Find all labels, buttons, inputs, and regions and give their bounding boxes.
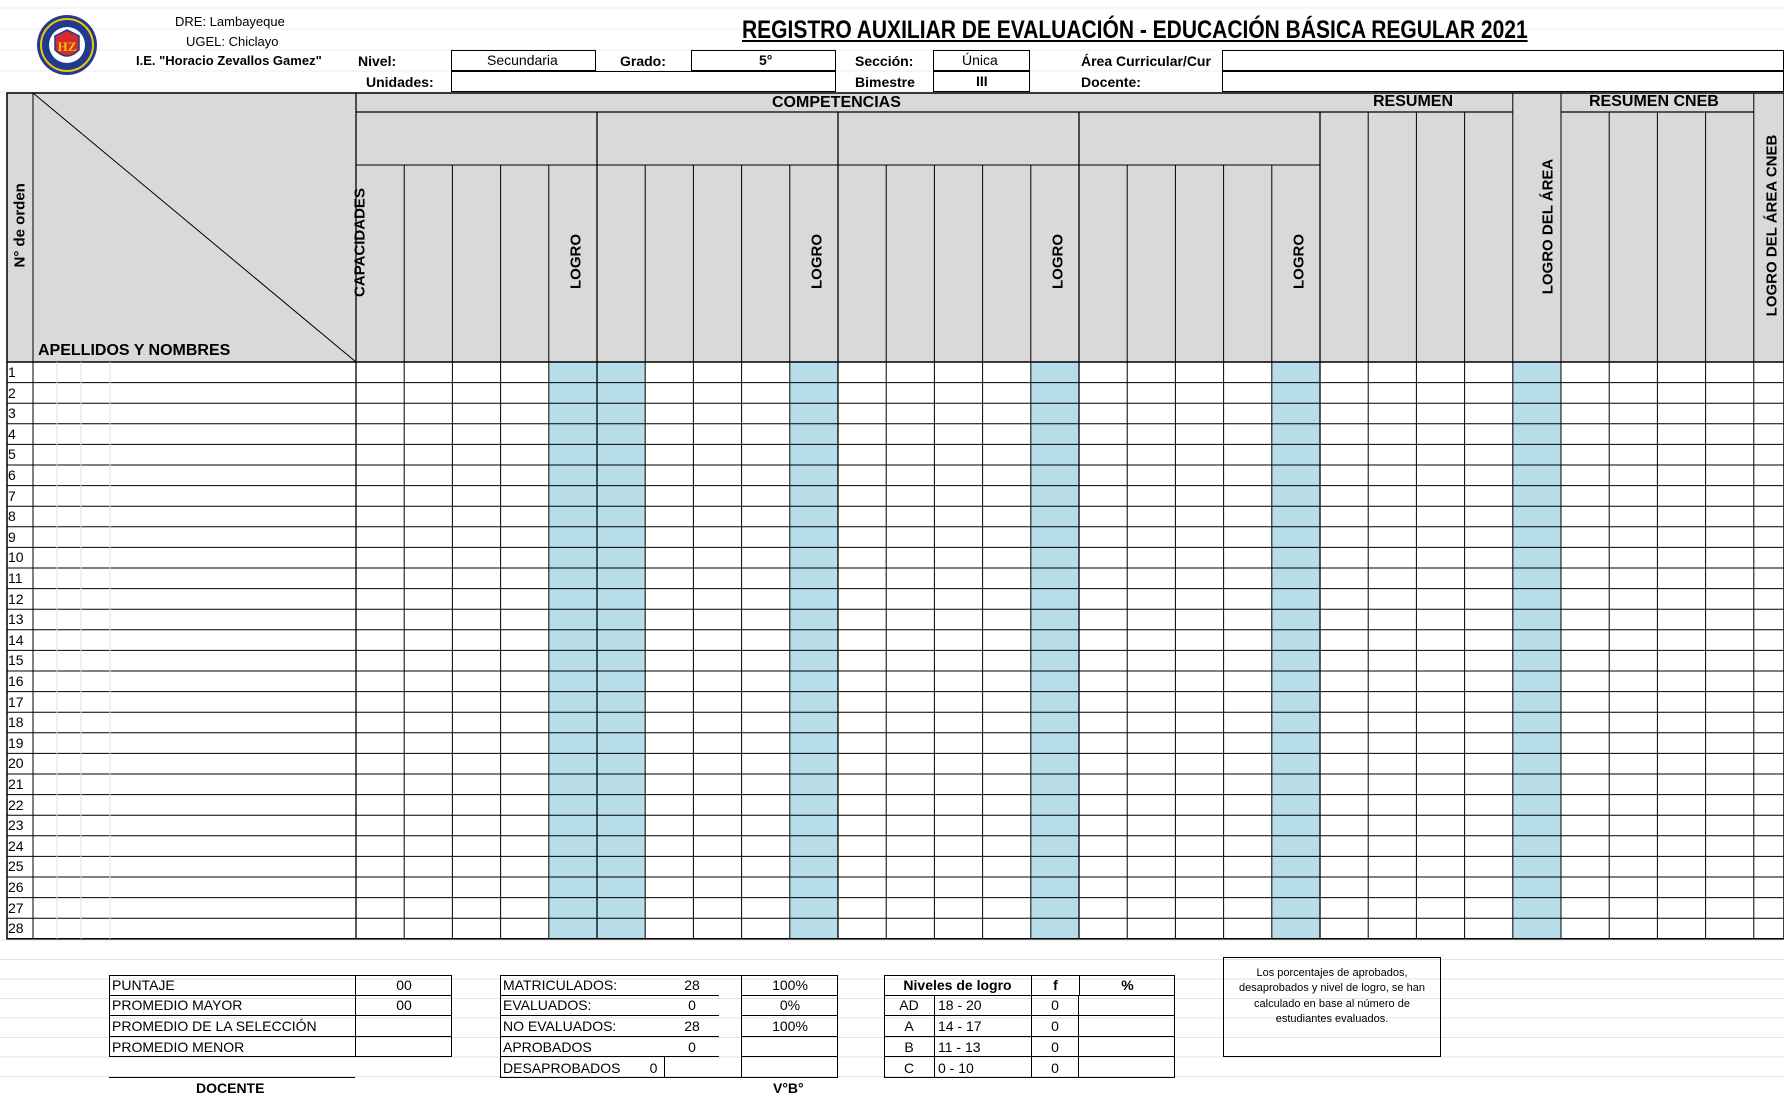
matricula-label: NO EVALUADOS: (500, 1016, 665, 1037)
row-number: 21 (8, 776, 24, 792)
resumen-cneb-header: RESUMEN CNEB (1589, 93, 1719, 110)
puntaje-label: PUNTAJE (109, 975, 356, 996)
row-number: 12 (8, 590, 24, 607)
nivel-pct (1079, 1037, 1175, 1058)
bimestre-value: III (976, 73, 988, 89)
logro-header-1: LOGRO (567, 234, 585, 289)
nivel-range: 14 - 17 (935, 1016, 1031, 1037)
nivel-code: AD (884, 996, 935, 1017)
niveles-header-cell: Niveles de logro (884, 975, 1031, 996)
nivel-pct (1079, 1057, 1175, 1078)
matricula-pct (741, 1037, 838, 1058)
puntaje-value[interactable]: 00 (356, 975, 452, 996)
puntaje-label: PROMEDIO MAYOR (109, 996, 356, 1017)
seccion-label: Sección: (855, 53, 914, 69)
nivel-label: Nivel: (358, 53, 397, 69)
docente-label: Docente: (1081, 74, 1141, 90)
row-number: 11 (8, 570, 23, 586)
unidades-label: Unidades: (366, 74, 434, 90)
row-number: 27 (8, 899, 24, 916)
row-number: 4 (8, 425, 16, 442)
row-number: 1 (8, 364, 16, 380)
seccion-value: Única (962, 52, 998, 68)
puntaje-label: PROMEDIO DE LA SELECCIÓN (109, 1016, 356, 1037)
logro-header-2: LOGRO (808, 234, 826, 289)
bimestre-label: Bimestre (855, 74, 915, 90)
nivel-code: A (884, 1016, 935, 1037)
logo-letters: HZ (57, 39, 77, 54)
row-number: 2 (8, 384, 16, 401)
row-number: 17 (8, 693, 24, 710)
logro-header-4: LOGRO (1290, 234, 1308, 289)
area-label: Área Curricular/Cur (1081, 53, 1211, 69)
row-number: 19 (8, 734, 24, 751)
nivel-range: 0 - 10 (938, 1059, 974, 1076)
nivel-range: 11 - 13 (935, 1037, 1031, 1058)
matricula-value: 28 (665, 1016, 719, 1037)
header-right-fill (356, 93, 1784, 362)
nivel-pct (1079, 996, 1175, 1017)
matricula-value: 0 (643, 1057, 665, 1078)
row-number: 15 (8, 652, 24, 669)
matricula-value: 0 (665, 1037, 719, 1058)
grado-value: 5° (759, 52, 773, 68)
ugel-label: UGEL: Chiclayo (186, 34, 279, 49)
school-name: I.E. "Horacio Zevallos Gamez" (136, 53, 322, 68)
row-number: 13 (8, 611, 24, 628)
nivel-pct (1079, 1016, 1175, 1037)
matricula-label: DESAPROBADOS (503, 1059, 621, 1076)
nivel-f: 0 (1031, 996, 1079, 1017)
row-number: 14 (8, 631, 24, 648)
logro-area-header: LOGRO DEL ÁREA (1539, 158, 1557, 295)
apellidos-header: APELLIDOS Y NOMBRES (38, 342, 231, 359)
row-number: 26 (8, 879, 24, 895)
matricula-label: MATRICULADOS: (500, 975, 665, 996)
row-number: 7 (8, 487, 16, 504)
vb-label: V°B° (773, 1080, 804, 1096)
puntaje-value[interactable]: 00 (356, 996, 452, 1017)
row-number: 22 (8, 796, 24, 813)
grado-label: Grado: (620, 53, 666, 69)
docente-signature-label: DOCENTE (196, 1080, 265, 1096)
signature-line (109, 1077, 355, 1078)
capacidades-header: CAPACIDADES (351, 188, 369, 297)
puntaje-value[interactable] (356, 1037, 452, 1058)
row-number: 28 (8, 920, 24, 937)
matricula-pct: 0% (741, 996, 838, 1017)
nivel-f: 0 (1031, 1037, 1079, 1058)
matricula-label: APROBADOS (500, 1037, 665, 1058)
nivel-code: B (884, 1037, 935, 1058)
matricula-label: EVALUADOS: (500, 996, 665, 1017)
row-number: 16 (8, 673, 24, 689)
row-number: 10 (8, 549, 24, 566)
nivel-value: Secundaria (487, 52, 558, 68)
niveles-header-cell: f (1031, 975, 1079, 996)
matricula-pct: 100% (741, 1016, 838, 1037)
matricula-pct (741, 1057, 838, 1078)
row-number: 18 (8, 714, 24, 731)
logro-header-3: LOGRO (1049, 234, 1067, 289)
row-number: 20 (8, 755, 24, 772)
row-number: 23 (8, 817, 24, 834)
matricula-pct: 100% (741, 975, 838, 996)
note-text: Los porcentajes de aprobados, desaprobados y nivel de logro, se han calculado en base al número de estudiantes evaluados. (1239, 967, 1425, 1026)
orden-header: N° de orden (11, 183, 29, 268)
dre-label: DRE: Lambayeque (175, 14, 285, 29)
nivel-range: 18 - 20 (935, 996, 1031, 1017)
competencias-header: COMPETENCIAS (772, 94, 901, 111)
row-number: 24 (8, 837, 24, 854)
nivel-f: 0 (1031, 1057, 1079, 1078)
puntaje-value[interactable] (356, 1016, 452, 1037)
row-number: 8 (8, 508, 16, 525)
page-title: REGISTRO AUXILIAR DE EVALUACIÓN - EDUCACIÓN BÁSICA REGULAR 2021 (742, 16, 1528, 44)
puntaje-label: PROMEDIO MENOR (109, 1037, 356, 1058)
row-number: 9 (8, 528, 16, 545)
nivel-f: 0 (1031, 1016, 1079, 1037)
header-left-fill (7, 93, 356, 362)
resumen-header: RESUMEN (1373, 93, 1454, 110)
matricula-value: 28 (665, 975, 719, 996)
logro-area-cneb-header: LOGRO DEL ÁREA CNEB (1763, 134, 1781, 317)
matricula-value: 0 (665, 996, 719, 1017)
row-number: 25 (8, 858, 24, 875)
niveles-header-cell: % (1079, 975, 1175, 996)
row-number: 5 (8, 446, 16, 463)
nivel-code: C (884, 1057, 935, 1078)
row-number: 3 (8, 405, 16, 422)
row-number: 6 (8, 467, 16, 483)
